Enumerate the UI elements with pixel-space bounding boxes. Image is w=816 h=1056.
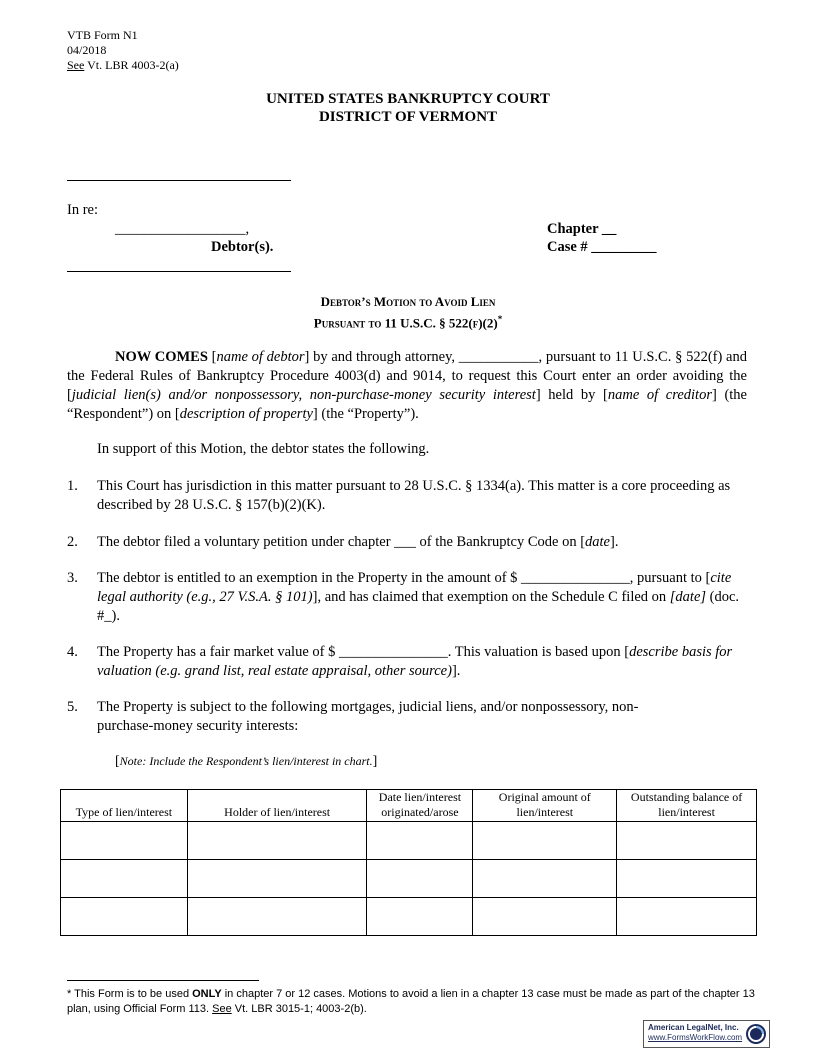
item-jurisdiction: This Court has jurisdiction in this matter pursuant to 28 U.S.C. § 1334(a). This matter is a core proceeding as described by 28 U.S.C. § 157(b)(2)(K). xyxy=(97,478,731,513)
table-cell[interactable] xyxy=(187,860,367,898)
caption-bottom-rule xyxy=(67,271,291,272)
col-date-originated: Date lien/interest originated/arose xyxy=(367,790,473,822)
motion-title-line1: Debtor’s Motion to Avoid Lien xyxy=(320,294,496,309)
item2-text-a: The debtor filed a voluntary petition under chapter ___ of the Bankruptcy Code on [ xyxy=(97,534,586,550)
footnote-see: See xyxy=(212,1003,232,1015)
intro-text-3: ] held by [ xyxy=(535,387,608,403)
rule-ref-text: Vt. LBR 4003-2(a) xyxy=(84,58,179,72)
chapter-field: Chapter __ xyxy=(547,221,617,237)
title-asterisk: * xyxy=(497,314,503,324)
property-description-placeholder: description of property xyxy=(179,406,313,422)
table-cell[interactable] xyxy=(61,822,188,860)
intro-text-5: ] (the “Property”). xyxy=(312,406,419,422)
table-cell[interactable] xyxy=(617,898,757,936)
col-type-of-lien: Type of lien/interest xyxy=(61,790,188,822)
title-line2-text: Pursuant to 11 U.S.C. § 522(f)(2) xyxy=(313,315,498,331)
name-of-debtor-placeholder: name of debtor xyxy=(216,349,305,365)
chart-note xyxy=(115,753,377,770)
col-original-amount: Original amount of lien/interest xyxy=(473,790,617,822)
footnote xyxy=(67,987,757,1017)
footnote-text-c: Vt. LBR 3015-1; 4003-2(b). xyxy=(231,1003,367,1015)
item-exemption xyxy=(97,569,747,626)
footnote-text-b: in chapter 7 or 12 cases. Motions to avoid a lien in a chapter 13 case must be made as part of the chapter 13 plan, using Official Form 113. xyxy=(67,988,755,1015)
item2-text-b: ]. xyxy=(610,534,619,550)
table-cell[interactable] xyxy=(187,822,367,860)
item-number: 4. xyxy=(67,644,78,660)
table-header-row xyxy=(61,790,757,822)
footnote-rule xyxy=(67,980,259,981)
debtor-name-blank: __________________, xyxy=(115,221,250,237)
item3-text-c: (doc. #_). xyxy=(97,589,740,624)
logo-website[interactable]: www.FormsWorkFlow.com xyxy=(648,1033,743,1042)
lien-type-placeholder: judicial lien(s) and/or nonpossessory, non-purchase-money security interest xyxy=(71,387,536,403)
table-cell[interactable] xyxy=(473,822,617,860)
in-re-label: In re: xyxy=(67,202,98,218)
table-cell[interactable] xyxy=(367,860,473,898)
support-statement: In support of this Motion, the debtor states the following. xyxy=(97,441,430,457)
table-cell[interactable] xyxy=(617,860,757,898)
item-number: 2. xyxy=(67,534,78,550)
footnote-only: ONLY xyxy=(192,988,222,1000)
intro-text-1: [ xyxy=(207,349,217,365)
table-cell[interactable] xyxy=(61,860,188,898)
item-number: 3. xyxy=(67,570,78,586)
valuation-basis-placeholder: describe basis for valuation (e.g. grand list, real estate appraisal, other source) xyxy=(97,644,733,679)
item-petition-filed xyxy=(97,533,747,552)
note-text: Note: Include the Respondent’s lien/interest in chart. xyxy=(119,754,373,768)
item-liens-subject: The Property is subject to the following mortgages, judicial liens, and/or nonpossessory, non-purchase-money security interests: xyxy=(97,699,639,734)
col-outstanding-balance: Outstanding balance of lien/interest xyxy=(617,790,757,822)
item4-text-a: The Property has a fair market value of $ _______________. This valuation is based upon [ xyxy=(97,644,630,660)
filing-date-placeholder: [date] xyxy=(669,589,707,605)
table-cell[interactable] xyxy=(61,898,188,936)
item3-text-b: ], and has claimed that exemption on the Schedule C filed on xyxy=(312,589,670,605)
table-row xyxy=(61,860,757,898)
court-district: DISTRICT OF VERMONT xyxy=(318,109,498,125)
table-cell[interactable] xyxy=(617,822,757,860)
note-open-bracket: [ xyxy=(115,754,120,769)
name-of-creditor-placeholder: name of creditor xyxy=(607,387,712,403)
table-cell[interactable] xyxy=(473,860,617,898)
motion-title-line2 xyxy=(0,311,816,331)
debtor-label: Debtor(s). xyxy=(211,239,274,255)
legal-authority-placeholder: cite legal authority (e.g., 27 V.S.A. § 101) xyxy=(97,570,732,605)
court-name: UNITED STATES BANKRUPTCY COURT xyxy=(266,91,550,107)
see-word: See xyxy=(67,58,85,72)
table-cell[interactable] xyxy=(187,898,367,936)
item-market-value xyxy=(97,643,747,681)
case-number-field: Case # _________ xyxy=(547,239,657,255)
logo-company-name: American LegalNet, Inc. xyxy=(648,1023,739,1032)
item4-text-b: ]. xyxy=(451,663,461,679)
item3-text-a: The debtor is entitled to an exemption in the Property in the amount of $ _______________, pursuant to [ xyxy=(97,570,711,586)
rule-reference xyxy=(67,58,179,73)
form-date: 04/2018 xyxy=(67,43,107,57)
table-cell[interactable] xyxy=(473,898,617,936)
table-cell[interactable] xyxy=(367,822,473,860)
logo-seal-icon xyxy=(745,1023,767,1045)
intro-paragraph xyxy=(67,348,747,424)
now-comes: NOW COMES xyxy=(115,349,208,365)
item-number: 1. xyxy=(67,478,78,494)
item-number: 5. xyxy=(67,699,78,715)
date-placeholder: date xyxy=(585,534,610,550)
footnote-text-a: * This Form is to be used xyxy=(67,988,193,1000)
caption-top-rule xyxy=(67,180,291,181)
col-holder-of-lien: Holder of lien/interest xyxy=(187,790,367,822)
table-cell[interactable] xyxy=(367,898,473,936)
publisher-logo[interactable] xyxy=(643,1020,770,1048)
intro-text-4: ] (the “Respondent”) on [ xyxy=(67,387,747,422)
form-id: VTB Form N1 xyxy=(67,28,138,42)
lien-table xyxy=(60,789,757,936)
table-row xyxy=(61,898,757,936)
table-row xyxy=(61,822,757,860)
note-close-bracket: ] xyxy=(372,754,378,769)
intro-text-2: ] by and through attorney, ___________, pursuant to 11 U.S.C. § 522(f) and the Federal Rules of Bankruptcy Procedure 4003(d) and 9014, to request this Court enter an order avoiding the [ xyxy=(67,349,747,403)
